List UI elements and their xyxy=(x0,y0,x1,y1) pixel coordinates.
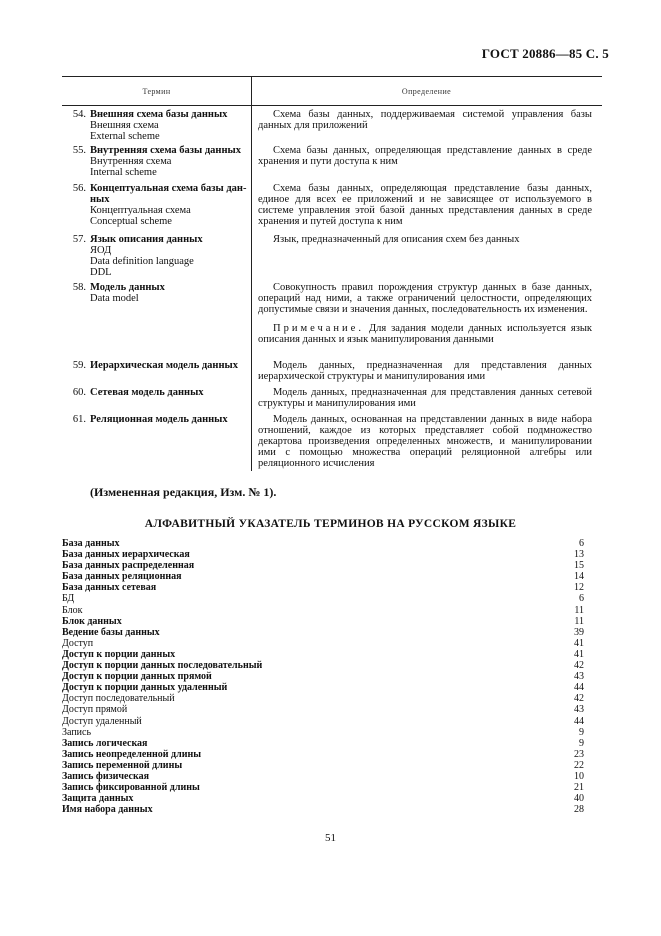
note-label: Примечание. xyxy=(273,323,364,334)
page-header: ГОСТ 20886—85 С. 5 xyxy=(481,46,609,61)
index-entry xyxy=(62,771,584,782)
term-definition xyxy=(258,183,592,227)
index-term: Имя набора данных xyxy=(62,804,153,816)
index-term: Доступ xyxy=(62,637,94,649)
column-divider xyxy=(251,76,252,471)
term-english-abbreviation: DDL xyxy=(90,267,112,278)
index-term: БД xyxy=(62,593,75,605)
column-header-definition: Определение xyxy=(401,86,452,96)
index-entry xyxy=(62,582,584,593)
note-text: Для задания модели данных используется язык описания данных и язык манипулирования данными xyxy=(258,323,592,345)
term-title: Модель данных xyxy=(90,282,165,293)
index-term: База данных сетевая xyxy=(62,582,157,594)
index-page-ref: 39 xyxy=(574,626,584,638)
term-number: 55. xyxy=(72,145,86,156)
index-entry xyxy=(62,793,584,804)
index-entry xyxy=(62,704,584,715)
definition-text: Модель данных, предназначенная для представления данных иерархической структуры и манипулирования ими xyxy=(258,360,592,382)
definition-text: Модель данных, основанная на представлении данных в виде набора отношений, каждое из которых представляет собой подмножество декартова произведения определенных множеств, и манипулировании ими с помощью множества операций реляционной алгебры или реляционного исчисления xyxy=(258,414,592,469)
index-term: Доступ прямой xyxy=(62,704,128,716)
index-entry xyxy=(62,538,584,549)
index-entry xyxy=(62,682,584,693)
term-english: External scheme xyxy=(90,131,160,142)
index-term: Доступ удаленный xyxy=(62,715,142,727)
index-entry xyxy=(62,627,584,638)
index-term: Запись фиксированной длины xyxy=(62,782,200,794)
index-term: Доступ к порции данных последовательный xyxy=(62,660,263,672)
index-entry xyxy=(62,693,584,704)
index-term: Доступ к порции данных xyxy=(62,648,176,660)
definition-text: Язык, предназначенный для описания схем без данных xyxy=(273,234,520,245)
table-header xyxy=(62,76,602,106)
index-page-ref: 9 xyxy=(579,737,584,749)
term-number: 61. xyxy=(72,414,86,425)
term-number: 57. xyxy=(72,234,86,245)
definition-text: Схема базы данных, поддерживаемая системой управления базы данных для приложений xyxy=(258,109,592,131)
term-cell xyxy=(62,145,248,178)
definition-text: Схема базы данных, определяющая представление базы данных, единое для всех ее приложений и не зависящее от используемого в системе управления этой базой данных представления данных в среде хранения и путей доступа к ним xyxy=(258,183,592,227)
index-term: Доступ последовательный xyxy=(62,693,175,705)
term-abbreviation: ЯОД xyxy=(90,245,112,256)
term-synonym: Внутренняя схема xyxy=(90,156,172,167)
term-title: Внешняя схема базы данных xyxy=(90,109,228,120)
index-page-ref: 12 xyxy=(574,582,584,594)
index-term: Запись неопределенной длины xyxy=(62,748,202,760)
index-page-ref: 11 xyxy=(574,615,584,627)
index-page-ref: 44 xyxy=(574,682,584,694)
index-term: Блок xyxy=(62,604,83,616)
term-number: 59. xyxy=(72,360,86,371)
term-cell xyxy=(62,183,248,227)
index-page-ref: 42 xyxy=(574,660,584,672)
term-cell xyxy=(62,387,248,398)
index-page-ref: 11 xyxy=(574,604,584,616)
term-definition xyxy=(258,414,592,469)
index-term: База данных распределенная xyxy=(62,560,195,572)
term-title: Концептуальная схема базы дан- xyxy=(90,183,247,194)
term-number: 54. xyxy=(72,109,86,120)
term-synonym: Концептуальная схема xyxy=(90,205,191,216)
column-header-term: Термин xyxy=(142,86,171,96)
index-page-ref: 22 xyxy=(574,759,584,771)
index-entry xyxy=(62,760,584,771)
term-definition xyxy=(258,360,592,382)
term-number: 56. xyxy=(72,183,86,194)
index-term: Запись xyxy=(62,726,92,738)
index-term: Доступ к порции данных удаленный xyxy=(62,682,228,694)
index-page-ref: 44 xyxy=(574,715,584,727)
index-page-ref: 43 xyxy=(574,671,584,683)
index-page-ref: 41 xyxy=(574,637,584,649)
index-title: АЛФАВИТНЫЙ УКАЗАТЕЛЬ ТЕРМИНОВ НА РУССКОМ ЯЗЫКЕ xyxy=(144,518,517,530)
term-definition xyxy=(258,282,592,345)
index-page-ref: 9 xyxy=(579,726,584,738)
index-entry xyxy=(62,727,584,738)
index-term: База данных иерархическая xyxy=(62,549,190,561)
index-entry xyxy=(62,616,584,627)
term-number: 58. xyxy=(72,282,86,293)
index-page-ref: 28 xyxy=(574,804,584,816)
index-entry xyxy=(62,638,584,649)
index-entry xyxy=(62,560,584,571)
term-number: 60. xyxy=(72,387,86,398)
index-entry xyxy=(62,549,584,560)
term-title: Язык описания данных xyxy=(90,234,203,245)
term-title: Иерархическая модель данных xyxy=(90,360,238,371)
index-term: Блок данных xyxy=(62,615,122,627)
term-english: Data model xyxy=(90,293,139,304)
index-entry xyxy=(62,671,584,682)
index-entry xyxy=(62,649,584,660)
index-page-ref: 42 xyxy=(574,693,584,705)
term-cell xyxy=(62,109,248,142)
page-number: 51 xyxy=(325,832,336,844)
term-cell xyxy=(62,282,248,304)
index-entry xyxy=(62,749,584,760)
index-entry xyxy=(62,660,584,671)
index-term: База данных xyxy=(62,538,120,549)
index-page-ref: 15 xyxy=(574,560,584,572)
term-english: Conceptual scheme xyxy=(90,216,172,227)
index-term: Доступ к порции данных прямой xyxy=(62,671,212,683)
term-title: Внутренняя схема базы данных xyxy=(90,145,241,156)
index-term: Ведение базы данных xyxy=(62,626,160,638)
term-definition xyxy=(258,109,592,131)
index-page-ref: 41 xyxy=(574,648,584,660)
index-term: Запись переменной длины xyxy=(62,759,183,771)
definition-text: Совокупность правил порождения структур данных в базе данных, операций над ними, а также ограничений целостности, определяющих допустимые связи и значения данных, последовательность их изменения. xyxy=(258,282,592,315)
index-entry xyxy=(62,738,584,749)
index-page-ref: 6 xyxy=(579,593,584,605)
definition-text: Модель данных, предназначенная для представления данных сетевой структуры и манипулирования ими xyxy=(258,387,592,409)
index-entry xyxy=(62,804,584,815)
index-term: Защита данных xyxy=(62,793,134,805)
index-term: Запись физическая xyxy=(62,770,150,782)
index-term: Запись логическая xyxy=(62,737,148,749)
index-page-ref: 10 xyxy=(574,770,584,782)
term-title-continued: ных xyxy=(90,194,110,205)
index-page-ref: 14 xyxy=(574,571,584,583)
index-entry xyxy=(62,782,584,793)
term-english: Internal scheme xyxy=(90,167,157,178)
term-english: Data definition language xyxy=(90,256,194,267)
index-entry xyxy=(62,593,584,604)
index-entry xyxy=(62,571,584,582)
definition-note xyxy=(258,323,592,345)
index-page-ref: 6 xyxy=(579,538,584,549)
index-page-ref: 40 xyxy=(574,793,584,805)
index-entry xyxy=(62,605,584,616)
index-page-ref: 23 xyxy=(574,748,584,760)
term-definition xyxy=(258,145,592,167)
index-term: База данных реляционная xyxy=(62,571,182,583)
definition-text: Схема базы данных, определяющая представление данных в среде хранения и пути доступа к ним xyxy=(258,145,592,167)
alphabetical-index xyxy=(62,538,584,815)
term-cell xyxy=(62,414,248,425)
amendment-note: (Измененная редакция, Изм. № 1). xyxy=(90,485,277,499)
term-cell xyxy=(62,234,248,278)
term-synonym: Внешняя схема xyxy=(90,120,159,131)
term-cell xyxy=(62,360,248,371)
term-definition xyxy=(258,234,592,245)
index-entry xyxy=(62,716,584,727)
term-definition xyxy=(258,387,592,409)
term-title: Реляционная модель данных xyxy=(90,414,228,425)
index-page-ref: 13 xyxy=(574,549,584,561)
index-page-ref: 43 xyxy=(574,704,584,716)
term-title: Сетевая модель данных xyxy=(90,387,204,398)
index-page-ref: 21 xyxy=(574,782,584,794)
